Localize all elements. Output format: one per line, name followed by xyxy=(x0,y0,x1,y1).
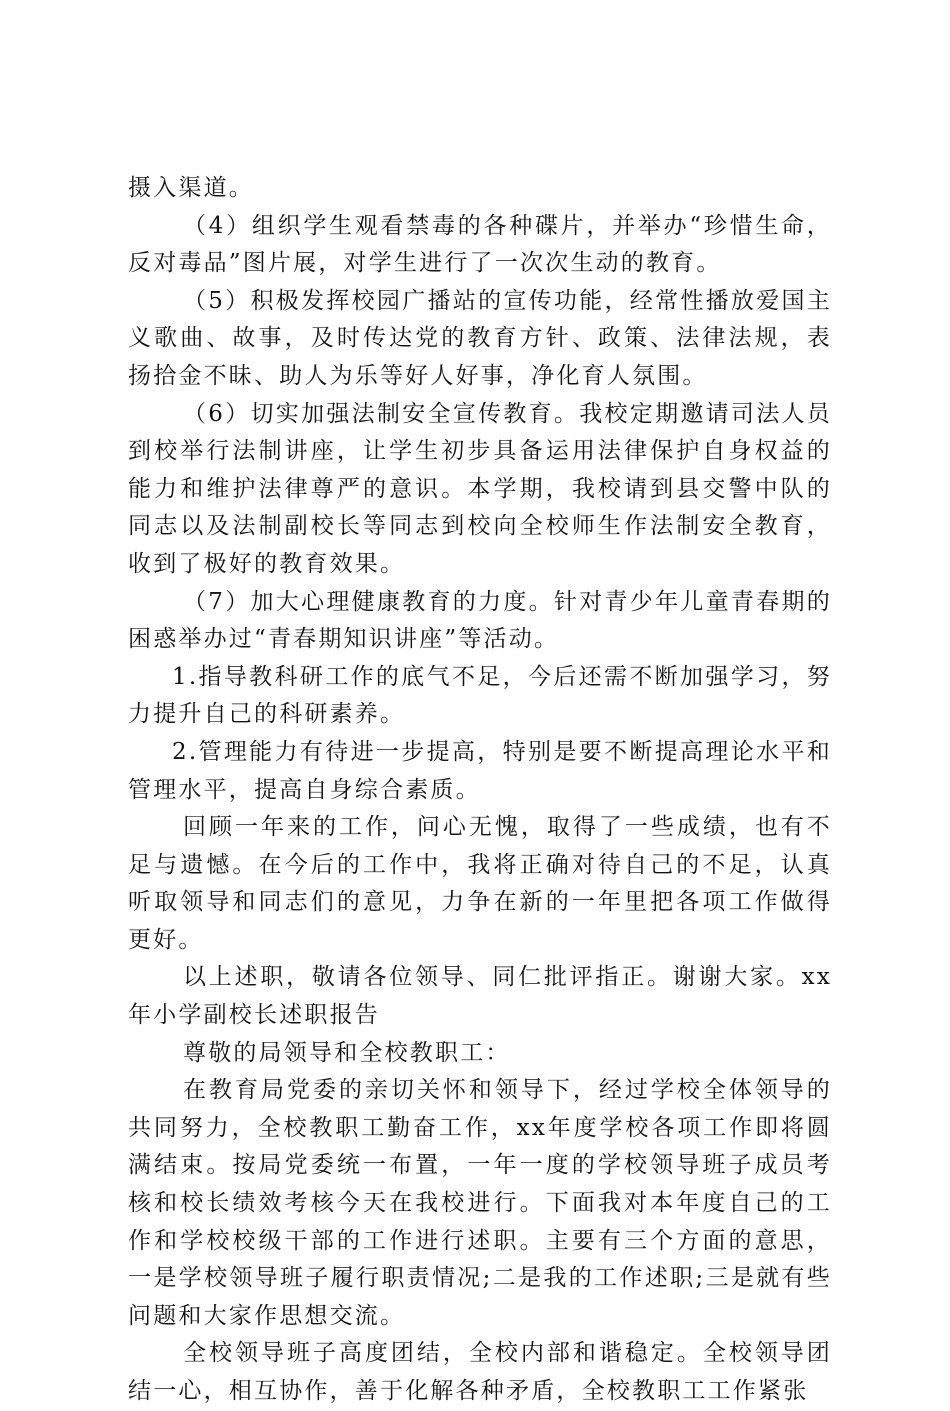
paragraph-4: （6）切实加强法制安全宣传教育。我校定期邀请司法人员到校举行法制讲座，让学生初步具备运用法律保护自身权益的能力和维护法律尊严的意识。本学期，我校请到县交警中队的同志以及法制副校长等同志到校向全校师生作法制安全教育，收到了极好的教育效果。 xyxy=(128,400,832,577)
paragraph-9: 以上述职，敬请各位领导、同仁批评指正。谢谢大家。xx年小学副校长述职报告 xyxy=(128,964,832,1029)
paragraph-6: 1.指导教科研工作的底气不足，今后还需不断加强学习，努力提升自己的科研素养。 xyxy=(128,663,832,728)
paragraph-7: 2.管理能力有待进一步提高，特别是要不断提高理论水平和管理水平，提高自身综合素质。 xyxy=(128,738,832,803)
document-body xyxy=(128,170,832,1411)
paragraph-1: 摄入渠道。 xyxy=(128,175,254,201)
paragraph-3: （5）积极发挥校园广播站的宣传功能，经常性播放爱国主义歌曲、故事，及时传达党的教育方针、政策、法律法规，表扬拾金不昧、助人为乐等好人好事，净化育人氛围。 xyxy=(128,287,832,389)
paragraph-2: （4）组织学生观看禁毒的各种碟片，并举办“珍惜生命，反对毒品”图片展，对学生进行了一次次生动的教育。 xyxy=(128,212,832,277)
paragraph-8: 回顾一年来的工作，问心无愧，取得了一些成绩，也有不足与遗憾。在今后的工作中，我将正确对待自己的不足，认真听取领导和同志们的意见，力争在新的一年里把各项工作做得更好。 xyxy=(128,814,832,953)
paragraph-11: 在教育局党委的亲切关怀和领导下，经过学校全体领导的共同努力，全校教职工勤奋工作，xx年度学校各项工作即将圆满结束。按局党委统一布置，一年一度的学校领导班子成员考核和校长绩效考核今天在我校进行。下面我对本年度自己的工作和学校校级干部的工作进行述职。主要有三个方面的意思，一是学校领导班子履行职责情况;二是我的工作述职;三是就有些问题和大家作思想交流。 xyxy=(128,1077,832,1329)
paragraph-5: （7）加大心理健康教育的力度。针对青少年儿童青春期的困惑举办过“青春期知识讲座”等活动。 xyxy=(128,588,832,653)
paragraph-12: 全校领导班子高度团结，全校内部和谐稳定。全校领导团结一心，相互协作，善于化解各种矛盾，全校教职工工作紧张 xyxy=(128,1340,832,1404)
paragraph-10: 尊敬的局领导和全校教职工： xyxy=(183,1039,511,1066)
